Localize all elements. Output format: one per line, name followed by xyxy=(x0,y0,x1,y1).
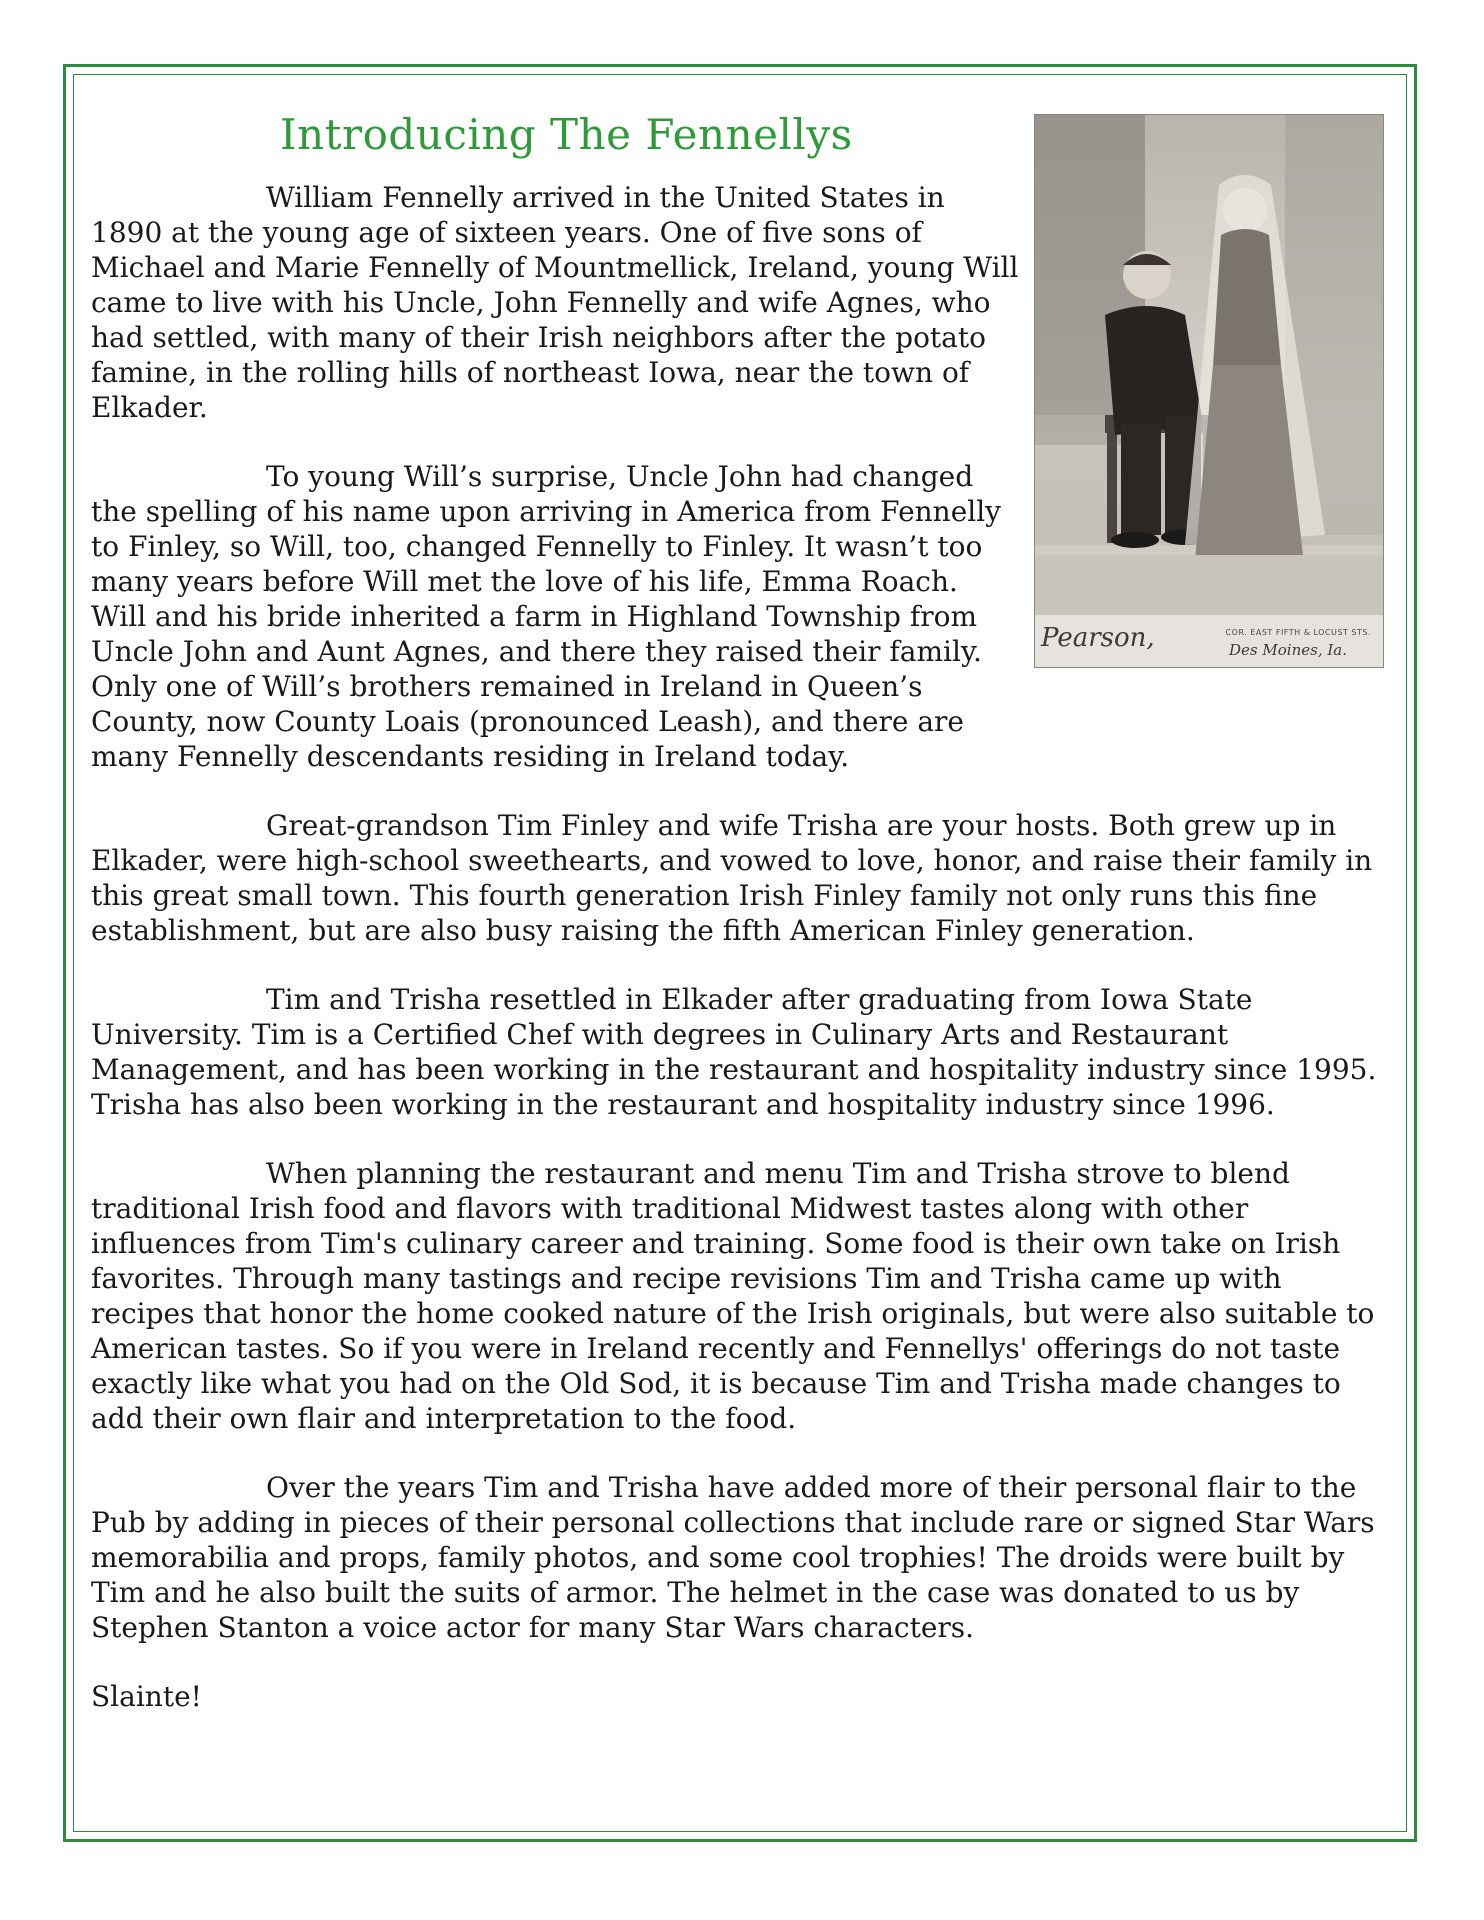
paragraph-name-change-text: To young Will’s surprise, Uncle John had changed the spelling of his name upon arriving in America from Fennelly to Finley, so Will, too, changed Fennelly to Finley. It wasn’t too many years before Will met the love of his life, Emma Roach. Will and his bride inherited a farm in Highland Township from Uncle John and Aunt Agnes, and there they raised their family. Only one of Will’s brothers remained in Ireland in Queen’s County, now County Loais (pronounced Leash), and there are many Fennelly descendants residing in Ireland today. xyxy=(91,460,1001,773)
paragraph-hosts: Great-grandson Tim Finley and wife Trisha are your hosts. Both grew up in Elkader, were high-school sweethearts, and vowed to love, honor, and raise their family in this great small town. This fourth generation Irish Finley family not only runs this fine establishment, but are also busy raising the fifth American Finley generation. xyxy=(91,809,1373,947)
spacer xyxy=(91,1122,1391,1156)
document-body xyxy=(91,110,1391,1714)
photo-studio-signature: Pearson, xyxy=(1041,623,1155,653)
spacer xyxy=(91,1436,1391,1470)
paragraph-name-change xyxy=(91,459,1021,774)
spacer xyxy=(91,948,1391,982)
spacer xyxy=(91,774,1391,808)
closing-greeting: Slainte! xyxy=(91,1680,202,1713)
paragraph-arrival: William Fennelly arrived in the United States in 1890 at the young age of sixteen years. One of five sons of Michael and Marie Fennelly of Mountmellick, Ireland, young Will came to live with his Uncle, John Fennelly and wife Agnes, who had settled, with many of their Irish neighbors after the potato famine, in the rolling hills of northeast Iowa, near the town of Elkader. xyxy=(91,181,1019,424)
photo-studio-city: Des Moines, Ia. xyxy=(1229,641,1347,659)
wedding-photo xyxy=(1034,114,1384,668)
wedding-photo-illustration xyxy=(1035,115,1383,667)
photo-studio-address: COR. EAST FIFTH & LOCUST STS. xyxy=(1225,628,1371,637)
paragraph-background: Tim and Trisha resettled in Elkader after graduating from Iowa State University. Tim is a Certified Chef with degrees in Culinary Arts and Restaurant Management, and has been working in the restaurant and hospitality industry since 1995. Trisha has also been working in the restaurant and hospitality industry since 1996. xyxy=(91,983,1377,1121)
page-title: Introducing The Fennellys xyxy=(280,110,853,159)
paragraph-menu: When planning the restaurant and menu Tim and Trisha strove to blend traditional Irish food and flavors with traditional Midwest tastes along with other influences from Tim's culinary career and training. Some food is their own take on Irish favorites. Through many tastings and recipe revisions Tim and Trisha came up with recipes that honor the home cooked nature of the Irish originals, but were also suitable to American tastes. So if you were in Ireland recently and Fennellys' offerings do not taste exactly like what you had on the Old Sod, it is because Tim and Trisha made changes to add their own flair and interpretation to the food. xyxy=(91,1157,1375,1435)
paragraph-collections: Over the years Tim and Trisha have added more of their personal flair to the Pub by adding in pieces of their personal collections that include rare or signed Star Wars memorabilia and props, family photos, and some cool trophies! The droids were built by Tim and he also built the suits of armor. The helmet in the case was donated to us by Stephen Stanton a voice actor for many Star Wars characters. xyxy=(91,1471,1375,1644)
